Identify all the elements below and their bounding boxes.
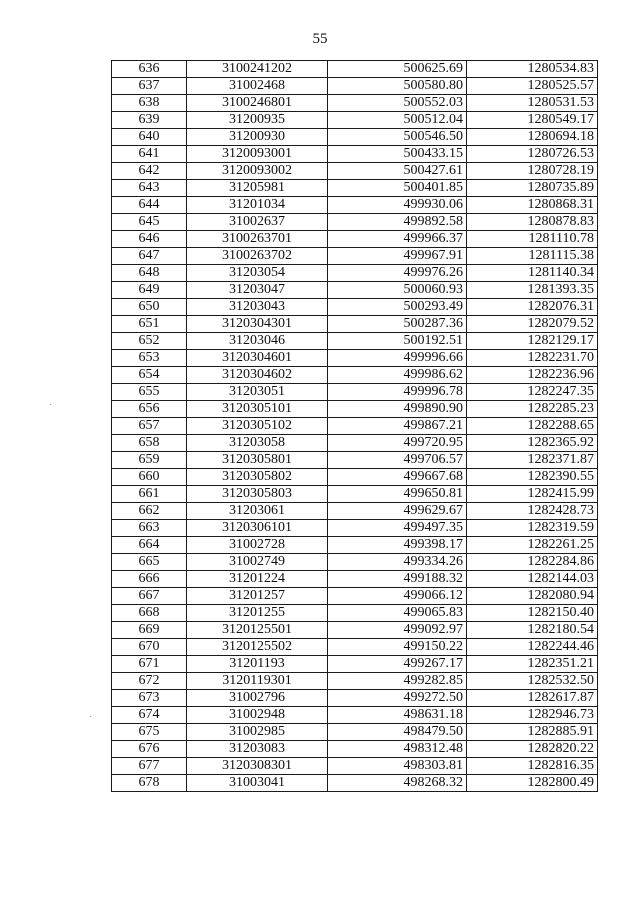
point-number-cell: 660 — [112, 469, 187, 486]
y-coordinate-cell: 1282247.35 — [467, 384, 598, 401]
table-row — [112, 775, 598, 792]
table-row — [112, 639, 598, 656]
point-id-cell: 3120119301 — [187, 673, 328, 690]
x-coordinate-cell: 498303.81 — [328, 758, 467, 775]
point-id-cell: 3120125501 — [187, 622, 328, 639]
point-number-cell: 651 — [112, 316, 187, 333]
point-number-cell: 659 — [112, 452, 187, 469]
point-number-cell: 644 — [112, 197, 187, 214]
y-coordinate-cell: 1282800.49 — [467, 775, 598, 792]
x-coordinate-cell: 499867.21 — [328, 418, 467, 435]
x-coordinate-cell: 499720.95 — [328, 435, 467, 452]
table-row — [112, 401, 598, 418]
point-id-cell: 31203051 — [187, 384, 328, 401]
table-row — [112, 418, 598, 435]
point-number-cell: 663 — [112, 520, 187, 537]
y-coordinate-cell: 1282079.52 — [467, 316, 598, 333]
x-coordinate-cell: 499967.91 — [328, 248, 467, 265]
y-coordinate-cell: 1280735.89 — [467, 180, 598, 197]
y-coordinate-cell: 1282076.31 — [467, 299, 598, 316]
point-id-cell: 31002749 — [187, 554, 328, 571]
table-row — [112, 622, 598, 639]
y-coordinate-cell: 1280694.18 — [467, 129, 598, 146]
x-coordinate-cell: 499966.37 — [328, 231, 467, 248]
point-id-cell: 31002948 — [187, 707, 328, 724]
point-id-cell: 31200930 — [187, 129, 328, 146]
point-number-cell: 674 — [112, 707, 187, 724]
table-row — [112, 656, 598, 673]
point-id-cell: 31003041 — [187, 775, 328, 792]
point-id-cell: 31201224 — [187, 571, 328, 588]
x-coordinate-cell: 499890.90 — [328, 401, 467, 418]
point-number-cell: 668 — [112, 605, 187, 622]
point-id-cell: 3120304301 — [187, 316, 328, 333]
y-coordinate-cell: 1281393.35 — [467, 282, 598, 299]
point-number-cell: 640 — [112, 129, 187, 146]
table-row — [112, 299, 598, 316]
point-number-cell: 636 — [112, 61, 187, 78]
y-coordinate-cell: 1282371.87 — [467, 452, 598, 469]
table-row — [112, 265, 598, 282]
point-number-cell: 656 — [112, 401, 187, 418]
point-id-cell: 31002985 — [187, 724, 328, 741]
x-coordinate-cell: 499667.68 — [328, 469, 467, 486]
x-coordinate-cell: 499282.85 — [328, 673, 467, 690]
x-coordinate-cell: 500060.93 — [328, 282, 467, 299]
point-number-cell: 671 — [112, 656, 187, 673]
x-coordinate-cell: 499930.06 — [328, 197, 467, 214]
point-number-cell: 643 — [112, 180, 187, 197]
point-id-cell: 31002468 — [187, 78, 328, 95]
table-row — [112, 316, 598, 333]
page-number: 55 — [312, 31, 328, 47]
point-number-cell: 667 — [112, 588, 187, 605]
x-coordinate-cell: 499497.35 — [328, 520, 467, 537]
table-row — [112, 486, 598, 503]
y-coordinate-cell: 1282617.87 — [467, 690, 598, 707]
point-number-cell: 647 — [112, 248, 187, 265]
y-coordinate-cell: 1282365.92 — [467, 435, 598, 452]
point-number-cell: 638 — [112, 95, 187, 112]
y-coordinate-cell: 1282231.70 — [467, 350, 598, 367]
y-coordinate-cell: 1282816.35 — [467, 758, 598, 775]
point-id-cell: 3120305102 — [187, 418, 328, 435]
point-id-cell: 3120093002 — [187, 163, 328, 180]
x-coordinate-cell: 499996.78 — [328, 384, 467, 401]
y-coordinate-cell: 1280549.17 — [467, 112, 598, 129]
table-row — [112, 673, 598, 690]
x-coordinate-cell: 499629.67 — [328, 503, 467, 520]
point-number-cell: 666 — [112, 571, 187, 588]
point-id-cell: 3120304601 — [187, 350, 328, 367]
x-coordinate-cell: 498479.50 — [328, 724, 467, 741]
y-coordinate-cell: 1282285.23 — [467, 401, 598, 418]
x-coordinate-cell: 499398.17 — [328, 537, 467, 554]
x-coordinate-cell: 500427.61 — [328, 163, 467, 180]
point-number-cell: 639 — [112, 112, 187, 129]
x-coordinate-cell: 499996.66 — [328, 350, 467, 367]
table-row — [112, 231, 598, 248]
x-coordinate-cell: 500433.15 — [328, 146, 467, 163]
table-row — [112, 248, 598, 265]
point-id-cell: 3120305801 — [187, 452, 328, 469]
point-id-cell: 31203083 — [187, 741, 328, 758]
table-row — [112, 588, 598, 605]
y-coordinate-cell: 1282319.59 — [467, 520, 598, 537]
table-row — [112, 605, 598, 622]
y-coordinate-cell: 1282351.21 — [467, 656, 598, 673]
y-coordinate-cell: 1280525.57 — [467, 78, 598, 95]
point-number-cell: 669 — [112, 622, 187, 639]
point-number-cell: 637 — [112, 78, 187, 95]
y-coordinate-cell: 1282144.03 — [467, 571, 598, 588]
x-coordinate-cell: 498312.48 — [328, 741, 467, 758]
table-row — [112, 724, 598, 741]
table-row — [112, 707, 598, 724]
y-coordinate-cell: 1282080.94 — [467, 588, 598, 605]
point-number-cell: 648 — [112, 265, 187, 282]
point-number-cell: 664 — [112, 537, 187, 554]
table-row — [112, 452, 598, 469]
y-coordinate-cell: 1280531.53 — [467, 95, 598, 112]
x-coordinate-cell: 499092.97 — [328, 622, 467, 639]
y-coordinate-cell: 1282284.86 — [467, 554, 598, 571]
x-coordinate-cell: 499267.17 — [328, 656, 467, 673]
table-row — [112, 554, 598, 571]
x-coordinate-cell: 500192.51 — [328, 333, 467, 350]
point-id-cell: 3100246801 — [187, 95, 328, 112]
coordinates-table-body — [112, 61, 598, 792]
table-row — [112, 282, 598, 299]
x-coordinate-cell: 500552.03 — [328, 95, 467, 112]
x-coordinate-cell: 499892.58 — [328, 214, 467, 231]
y-coordinate-cell: 1282415.99 — [467, 486, 598, 503]
point-number-cell: 642 — [112, 163, 187, 180]
point-id-cell: 31203046 — [187, 333, 328, 350]
point-number-cell: 652 — [112, 333, 187, 350]
point-number-cell: 676 — [112, 741, 187, 758]
point-number-cell: 650 — [112, 299, 187, 316]
point-id-cell: 3120306101 — [187, 520, 328, 537]
point-id-cell: 31200935 — [187, 112, 328, 129]
table-row — [112, 61, 598, 78]
table-row — [112, 112, 598, 129]
x-coordinate-cell: 498631.18 — [328, 707, 467, 724]
table-row — [112, 95, 598, 112]
table-row — [112, 537, 598, 554]
y-coordinate-cell: 1282428.73 — [467, 503, 598, 520]
point-number-cell: 678 — [112, 775, 187, 792]
table-row — [112, 571, 598, 588]
point-number-cell: 646 — [112, 231, 187, 248]
x-coordinate-cell: 499976.26 — [328, 265, 467, 282]
x-coordinate-cell: 499986.62 — [328, 367, 467, 384]
point-number-cell: 665 — [112, 554, 187, 571]
table-row — [112, 180, 598, 197]
point-id-cell: 3100263701 — [187, 231, 328, 248]
x-coordinate-cell: 499650.81 — [328, 486, 467, 503]
table-row — [112, 520, 598, 537]
y-coordinate-cell: 1280534.83 — [467, 61, 598, 78]
scan-speck — [90, 716, 91, 717]
point-id-cell: 3120304602 — [187, 367, 328, 384]
point-id-cell: 31002637 — [187, 214, 328, 231]
y-coordinate-cell: 1282946.73 — [467, 707, 598, 724]
table-row — [112, 758, 598, 775]
y-coordinate-cell: 1282129.17 — [467, 333, 598, 350]
table-row — [112, 197, 598, 214]
y-coordinate-cell: 1281110.78 — [467, 231, 598, 248]
x-coordinate-cell: 500293.49 — [328, 299, 467, 316]
x-coordinate-cell: 500287.36 — [328, 316, 467, 333]
point-id-cell: 31201255 — [187, 605, 328, 622]
point-number-cell: 675 — [112, 724, 187, 741]
x-coordinate-cell: 500512.04 — [328, 112, 467, 129]
point-id-cell: 3120305802 — [187, 469, 328, 486]
point-id-cell: 3120093001 — [187, 146, 328, 163]
x-coordinate-cell: 500580.80 — [328, 78, 467, 95]
point-number-cell: 645 — [112, 214, 187, 231]
point-id-cell: 3120305101 — [187, 401, 328, 418]
y-coordinate-cell: 1282532.50 — [467, 673, 598, 690]
table-row — [112, 690, 598, 707]
x-coordinate-cell: 499706.57 — [328, 452, 467, 469]
point-id-cell: 31002796 — [187, 690, 328, 707]
y-coordinate-cell: 1280728.19 — [467, 163, 598, 180]
point-id-cell: 31002728 — [187, 537, 328, 554]
y-coordinate-cell: 1280868.31 — [467, 197, 598, 214]
table-row — [112, 146, 598, 163]
x-coordinate-cell: 500625.69 — [328, 61, 467, 78]
x-coordinate-cell: 500546.50 — [328, 129, 467, 146]
y-coordinate-cell: 1282390.55 — [467, 469, 598, 486]
table-row — [112, 435, 598, 452]
x-coordinate-cell: 499066.12 — [328, 588, 467, 605]
scan-speck — [50, 404, 51, 405]
table-row — [112, 503, 598, 520]
y-coordinate-cell: 1282288.65 — [467, 418, 598, 435]
point-id-cell: 31205981 — [187, 180, 328, 197]
y-coordinate-cell: 1282150.40 — [467, 605, 598, 622]
table-row — [112, 78, 598, 95]
table-row — [112, 384, 598, 401]
point-number-cell: 661 — [112, 486, 187, 503]
y-coordinate-cell: 1281140.34 — [467, 265, 598, 282]
table-row — [112, 333, 598, 350]
point-id-cell: 3120305803 — [187, 486, 328, 503]
point-id-cell: 31201193 — [187, 656, 328, 673]
y-coordinate-cell: 1282261.25 — [467, 537, 598, 554]
x-coordinate-cell: 499150.22 — [328, 639, 467, 656]
point-id-cell: 3120125502 — [187, 639, 328, 656]
point-id-cell: 31203043 — [187, 299, 328, 316]
point-id-cell: 3100241202 — [187, 61, 328, 78]
point-number-cell: 670 — [112, 639, 187, 656]
y-coordinate-cell: 1282244.46 — [467, 639, 598, 656]
x-coordinate-cell: 498268.32 — [328, 775, 467, 792]
y-coordinate-cell: 1280878.83 — [467, 214, 598, 231]
point-number-cell: 677 — [112, 758, 187, 775]
table-row — [112, 214, 598, 231]
x-coordinate-cell: 499272.50 — [328, 690, 467, 707]
point-id-cell: 31203054 — [187, 265, 328, 282]
point-number-cell: 657 — [112, 418, 187, 435]
table-row — [112, 129, 598, 146]
point-number-cell: 673 — [112, 690, 187, 707]
table-row — [112, 350, 598, 367]
table-row — [112, 469, 598, 486]
point-number-cell: 655 — [112, 384, 187, 401]
y-coordinate-cell: 1282885.91 — [467, 724, 598, 741]
point-number-cell: 649 — [112, 282, 187, 299]
point-id-cell: 31201034 — [187, 197, 328, 214]
x-coordinate-cell: 499188.32 — [328, 571, 467, 588]
table-row — [112, 741, 598, 758]
y-coordinate-cell: 1281115.38 — [467, 248, 598, 265]
x-coordinate-cell: 499065.83 — [328, 605, 467, 622]
x-coordinate-cell: 500401.85 — [328, 180, 467, 197]
point-id-cell: 3100263702 — [187, 248, 328, 265]
point-id-cell: 31201257 — [187, 588, 328, 605]
y-coordinate-cell: 1280726.53 — [467, 146, 598, 163]
point-number-cell: 654 — [112, 367, 187, 384]
y-coordinate-cell: 1282180.54 — [467, 622, 598, 639]
coordinates-table — [111, 60, 598, 792]
point-id-cell: 31203058 — [187, 435, 328, 452]
point-number-cell: 658 — [112, 435, 187, 452]
x-coordinate-cell: 499334.26 — [328, 554, 467, 571]
point-id-cell: 31203047 — [187, 282, 328, 299]
point-number-cell: 641 — [112, 146, 187, 163]
table-row — [112, 367, 598, 384]
table-row — [112, 163, 598, 180]
y-coordinate-cell: 1282236.96 — [467, 367, 598, 384]
point-id-cell: 3120308301 — [187, 758, 328, 775]
point-number-cell: 672 — [112, 673, 187, 690]
point-id-cell: 31203061 — [187, 503, 328, 520]
point-number-cell: 662 — [112, 503, 187, 520]
point-number-cell: 653 — [112, 350, 187, 367]
y-coordinate-cell: 1282820.22 — [467, 741, 598, 758]
